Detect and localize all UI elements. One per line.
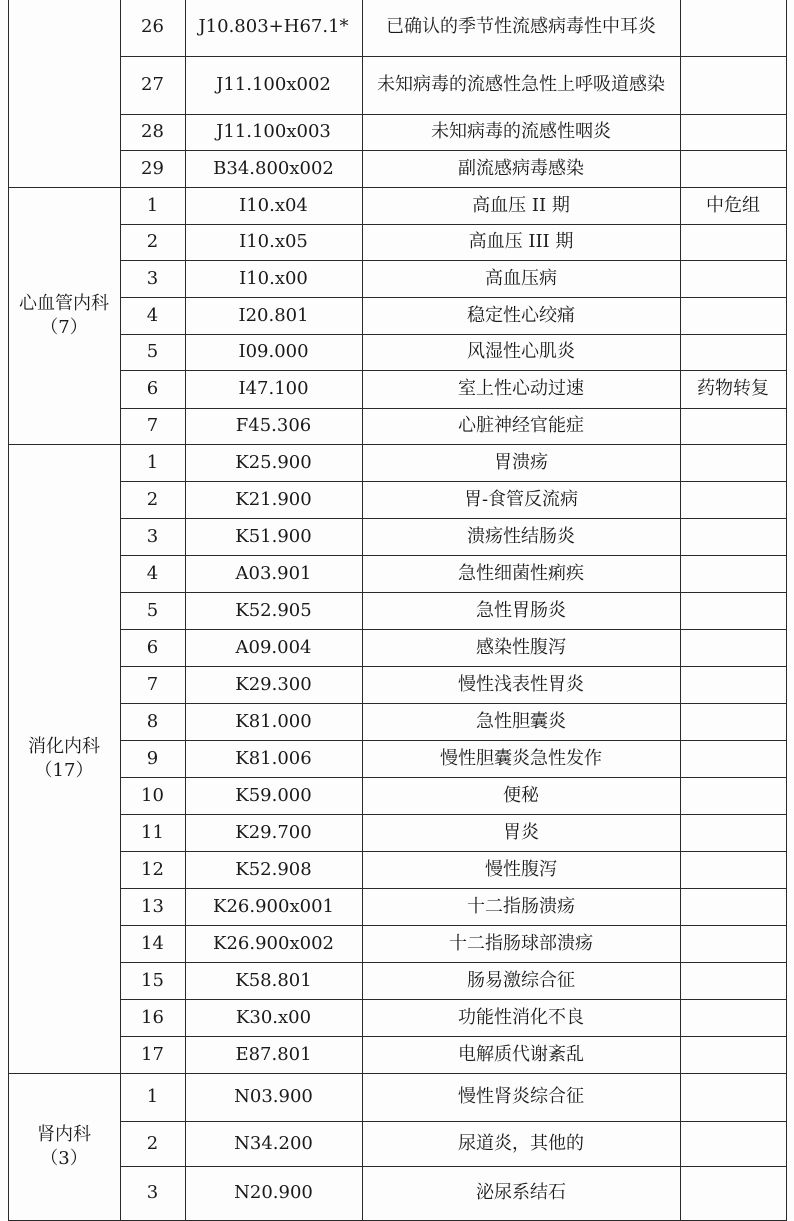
diagnosis-name-text: 溃疡性结肠炎 [467, 525, 575, 547]
row-note [680, 297, 786, 334]
icd-code [185, 408, 362, 444]
icd-code-text: K29.300 [235, 673, 312, 695]
diagnosis-name [362, 925, 680, 962]
row-number [120, 629, 185, 666]
diagnosis-name [362, 408, 680, 444]
row-number [120, 703, 185, 740]
diagnosis-name-text: 急性胃肠炎 [476, 599, 566, 621]
row-number [120, 925, 185, 962]
icd-code [185, 224, 362, 260]
diagnosis-name [362, 1166, 680, 1220]
row-number [120, 260, 185, 297]
row-note [680, 260, 786, 297]
icd-code-text: K26.900x001 [213, 895, 334, 917]
icd-code-text: K29.700 [235, 821, 312, 843]
icd-code-text: K26.900x002 [213, 932, 334, 954]
row-number [120, 297, 185, 334]
diagnosis-name [362, 224, 680, 260]
row-number-text: 29 [141, 157, 164, 179]
row-number [120, 0, 185, 56]
icd-code [185, 629, 362, 666]
row-number-text: 4 [146, 304, 159, 326]
row-number [120, 224, 185, 260]
icd-code [185, 851, 362, 888]
grid-line [786, 0, 787, 1221]
diagnosis-name [362, 1036, 680, 1073]
row-number-text: 2 [146, 1132, 159, 1154]
icd-code-text: J11.100x002 [216, 74, 331, 95]
diagnosis-name-text: 电解质代谢紊乱 [458, 1043, 584, 1065]
row-number [120, 962, 185, 999]
row-note-text: 药物转复 [697, 378, 769, 399]
row-note [680, 1166, 786, 1220]
row-number [120, 777, 185, 814]
row-number [120, 851, 185, 888]
icd-code-text: J11.100x003 [216, 121, 331, 142]
icd-code [185, 518, 362, 555]
row-number [120, 555, 185, 592]
row-number [120, 592, 185, 629]
row-number [120, 56, 185, 114]
department-name [8, 444, 120, 1073]
diagnosis-name-text: 未知病毒的流感性咽炎 [431, 121, 611, 142]
icd-code [185, 150, 362, 187]
diagnosis-name-text: 稳定性心绞痛 [467, 304, 575, 326]
row-note [680, 1073, 786, 1121]
diagnosis-name-text: 慢性腹泻 [485, 858, 557, 880]
row-note [680, 888, 786, 925]
diagnosis-name-text: 心脏神经官能症 [458, 415, 584, 436]
row-number-text: 28 [141, 121, 164, 142]
diagnosis-name-text: 慢性胆囊炎急性发作 [440, 747, 602, 769]
diagnosis-name [362, 150, 680, 187]
icd-code [185, 592, 362, 629]
diagnosis-name [362, 187, 680, 224]
row-number [120, 370, 185, 408]
icd-code [185, 1036, 362, 1073]
row-number [120, 1073, 185, 1121]
diagnosis-name-text: 尿道炎，其他的 [458, 1132, 584, 1154]
row-note [680, 224, 786, 260]
diagnosis-name-text: 急性胆囊炎 [476, 710, 566, 732]
diagnosis-name [362, 1121, 680, 1166]
row-number-text: 1 [146, 451, 159, 473]
row-note [680, 518, 786, 555]
diagnosis-name-text: 十二指肠球部溃疡 [449, 932, 593, 954]
diagnosis-name [362, 777, 680, 814]
row-note [680, 444, 786, 481]
row-number-text: 14 [141, 932, 164, 954]
icd-code-text: I09.000 [238, 341, 309, 362]
department-name [8, 1073, 120, 1220]
row-number-text: 1 [146, 1086, 159, 1107]
row-number [120, 150, 185, 187]
diagnosis-name [362, 592, 680, 629]
row-number-text: 17 [141, 1043, 164, 1065]
icd-code [185, 703, 362, 740]
icd-code-text: I47.100 [238, 378, 309, 399]
icd-code-text: A03.901 [235, 562, 312, 584]
grid-line [362, 0, 363, 1221]
row-number-text: 5 [146, 341, 159, 362]
icd-code [185, 555, 362, 592]
diagnosis-name-text: 高血压病 [485, 267, 557, 289]
icd-code [185, 334, 362, 370]
diagnosis-name [362, 0, 680, 56]
icd-code-text: N03.900 [234, 1086, 313, 1107]
row-number [120, 740, 185, 777]
row-number [120, 334, 185, 370]
diagnosis-name [362, 518, 680, 555]
row-note [680, 1121, 786, 1166]
icd-code-text: K81.006 [235, 747, 312, 769]
row-number [120, 1121, 185, 1166]
icd-code-text: I10.x00 [239, 267, 308, 289]
row-note-text: 中危组 [706, 194, 760, 216]
diagnosis-name-text: 慢性浅表性胃炎 [458, 673, 584, 695]
diagnosis-name [362, 851, 680, 888]
row-number-text: 2 [146, 231, 159, 252]
row-number-text: 26 [141, 16, 164, 37]
diagnosis-name [362, 999, 680, 1036]
diagnosis-name-text: 急性细菌性痢疾 [458, 562, 584, 584]
icd-code-text: I10.x04 [239, 194, 308, 216]
row-note [680, 851, 786, 888]
diagnosis-name-text: 便秘 [503, 784, 539, 806]
row-note [680, 334, 786, 370]
row-note [680, 703, 786, 740]
row-number-text: 8 [146, 710, 159, 732]
row-number-text: 3 [146, 525, 159, 547]
row-note [680, 1036, 786, 1073]
icd-code-text: K59.000 [235, 784, 312, 806]
row-note [680, 187, 786, 224]
row-note [680, 370, 786, 408]
row-number [120, 999, 185, 1036]
row-number-text: 6 [146, 636, 159, 658]
diagnosis-name-text: 功能性消化不良 [458, 1006, 584, 1028]
diagnosis-name-text: 已确认的季节性流感病毒性中耳炎 [386, 16, 656, 37]
icd-code-text: K81.000 [235, 710, 312, 732]
icd-code [185, 187, 362, 224]
diagnosis-name-text: 感染性腹泻 [476, 636, 566, 658]
row-number [120, 888, 185, 925]
row-note [680, 592, 786, 629]
row-number-text: 4 [146, 562, 159, 584]
diagnosis-name [362, 481, 680, 518]
department-name-text: 肾内科（3） [37, 1123, 91, 1169]
icd-code-text: K52.905 [235, 599, 312, 621]
diagnosis-name [362, 555, 680, 592]
row-number [120, 114, 185, 150]
row-number-text: 2 [146, 488, 159, 510]
diagnosis-name [362, 740, 680, 777]
row-number-text: 6 [146, 378, 159, 399]
row-number-text: 3 [146, 267, 159, 289]
icd-code [185, 444, 362, 481]
grid-line [680, 0, 681, 1221]
row-number-text: 15 [141, 969, 164, 991]
icd-code-text: K21.900 [235, 488, 312, 510]
diagnosis-name-text: 副流感病毒感染 [458, 157, 584, 179]
row-number-text: 27 [141, 74, 164, 95]
row-number [120, 1166, 185, 1220]
diagnosis-name-text: 泌尿系结石 [476, 1182, 566, 1203]
diagnosis-name-text: 肠易激综合征 [467, 969, 575, 991]
icd-code [185, 999, 362, 1036]
diagnosis-name [362, 1073, 680, 1121]
row-number [120, 814, 185, 851]
row-note [680, 666, 786, 703]
diagnosis-name-text: 胃溃疡 [494, 451, 548, 473]
icd-code-text: K51.900 [235, 525, 312, 547]
row-number-text: 13 [141, 895, 164, 917]
row-number-text: 9 [146, 747, 159, 769]
row-note [680, 962, 786, 999]
icd-code-text: K58.801 [235, 969, 312, 991]
icd-code [185, 481, 362, 518]
row-number-text: 12 [141, 858, 164, 880]
row-note [680, 150, 786, 187]
grid-line [185, 0, 186, 1221]
row-note [680, 0, 786, 56]
row-note [680, 999, 786, 1036]
icd-code-text: N34.200 [234, 1132, 313, 1154]
row-note [680, 777, 786, 814]
diagnosis-name [362, 888, 680, 925]
diagnosis-name-text: 慢性肾炎综合征 [458, 1086, 584, 1107]
icd-code [185, 370, 362, 408]
diagnosis-name-text: 室上性心动过速 [458, 378, 584, 399]
grid-line [120, 0, 121, 1221]
icd-code-text: K25.900 [235, 451, 312, 473]
row-number-text: 1 [146, 194, 159, 216]
icd-code [185, 1121, 362, 1166]
row-note [680, 114, 786, 150]
icd-code-text: F45.306 [235, 415, 312, 436]
diagnosis-name-text: 未知病毒的流感性急性上呼吸道感染 [377, 74, 665, 95]
department-name-text: 消化内科（17） [28, 735, 100, 781]
row-note [680, 925, 786, 962]
icd-code-text: K30.x00 [235, 1006, 312, 1028]
diagnosis-name-text: 十二指肠溃疡 [467, 895, 575, 917]
row-note [680, 740, 786, 777]
row-number [120, 444, 185, 481]
icd-code [185, 888, 362, 925]
diagnosis-name-text: 风湿性心肌炎 [467, 341, 575, 362]
diagnosis-name [362, 114, 680, 150]
department-name [8, 187, 120, 444]
icd-code-text: A09.004 [235, 636, 312, 658]
diagnosis-name [362, 370, 680, 408]
diagnosis-name [362, 666, 680, 703]
diagnosis-name [362, 629, 680, 666]
department-name-text: 心血管内科（7） [19, 292, 109, 338]
row-note [680, 629, 786, 666]
row-number-text: 11 [141, 821, 164, 843]
row-number [120, 481, 185, 518]
row-number-text: 3 [146, 1182, 159, 1203]
diagnosis-name-text: 胃炎 [503, 821, 539, 843]
row-number [120, 666, 185, 703]
icd-code [185, 0, 362, 56]
diagnosis-name-text: 高血压 II 期 [472, 194, 570, 216]
icd-code [185, 297, 362, 334]
row-number [120, 408, 185, 444]
icd-code-text: E87.801 [235, 1043, 312, 1065]
row-note [680, 814, 786, 851]
icd-code [185, 666, 362, 703]
icd-code-text: J10.803+H67.1* [198, 16, 349, 37]
icd-code [185, 1166, 362, 1220]
diagnosis-name [362, 297, 680, 334]
icd-code-text: I10.x05 [239, 231, 308, 252]
icd-code-text: K52.908 [235, 858, 312, 880]
icd-code [185, 962, 362, 999]
icd-code [185, 740, 362, 777]
row-number [120, 518, 185, 555]
row-note [680, 555, 786, 592]
row-note [680, 481, 786, 518]
row-number [120, 1036, 185, 1073]
diagnosis-name-text: 高血压 III 期 [468, 231, 574, 252]
row-number-text: 7 [146, 673, 159, 695]
icd-code [185, 1073, 362, 1121]
icd-code-text: N20.900 [234, 1182, 313, 1203]
icd-code [185, 56, 362, 114]
diagnosis-name [362, 260, 680, 297]
icd-code [185, 814, 362, 851]
diagnosis-name [362, 444, 680, 481]
row-number-text: 16 [141, 1006, 164, 1028]
diagnosis-name-text: 胃-食管反流病 [463, 488, 579, 510]
diagnosis-name [362, 334, 680, 370]
diagnosis-name [362, 56, 680, 114]
row-number [120, 187, 185, 224]
row-number-text: 10 [141, 784, 164, 806]
row-note [680, 56, 786, 114]
icd-code [185, 114, 362, 150]
row-number-text: 5 [146, 599, 159, 621]
diagnosis-name [362, 703, 680, 740]
row-note [680, 408, 786, 444]
diagnosis-name [362, 962, 680, 999]
icd-code [185, 777, 362, 814]
icd-code [185, 925, 362, 962]
row-number-text: 7 [146, 415, 159, 436]
diagnosis-name [362, 814, 680, 851]
icd-code [185, 260, 362, 297]
icd-code-text: I20.801 [238, 304, 309, 326]
grid-line [8, 0, 9, 1221]
icd-code-text: B34.800x002 [213, 157, 334, 179]
